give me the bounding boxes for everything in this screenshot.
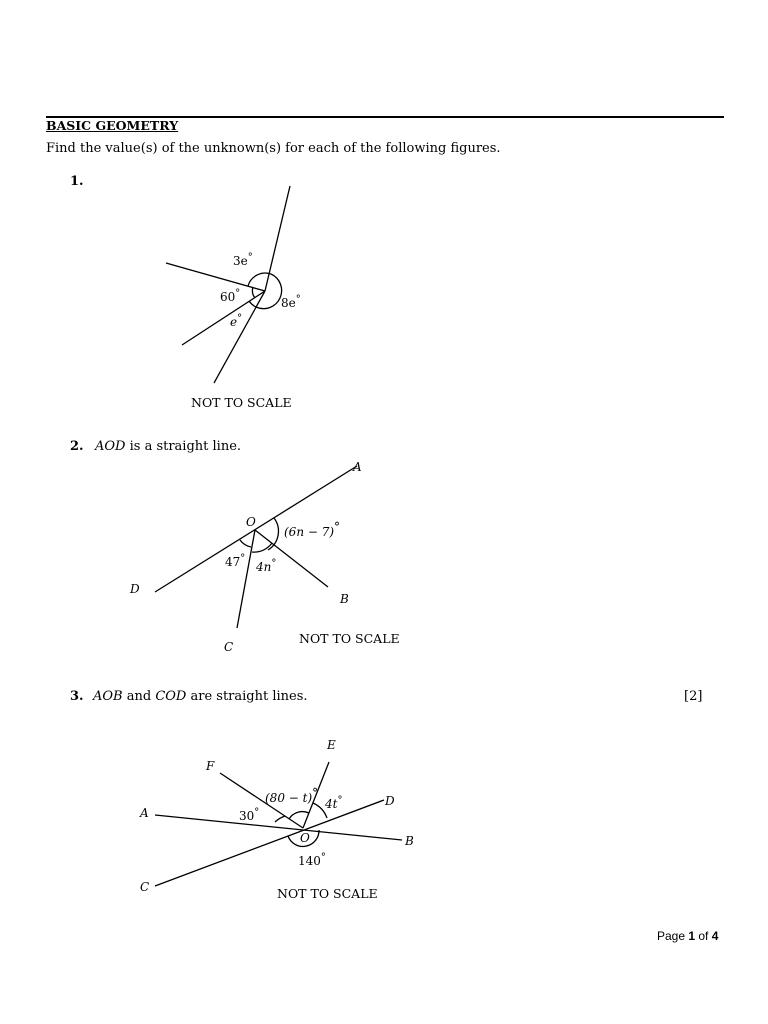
q2-figure (155, 466, 357, 628)
q3-arc-30 (275, 816, 285, 822)
q1-label-60: 60° (220, 288, 241, 304)
q2-label-47: 47° (225, 553, 246, 569)
q3-point-F: F (206, 759, 215, 773)
page-footer: Page 1 of 4 (657, 929, 719, 943)
q1-ray-bottom (214, 291, 265, 383)
q1-figure (166, 186, 290, 383)
q3-not-to-scale: NOT TO SCALE (277, 886, 378, 901)
q2-arc-4n (252, 543, 272, 552)
q3-point-A: A (140, 806, 149, 820)
q1-label-e: e° (230, 313, 243, 329)
q1-not-to-scale: NOT TO SCALE (191, 395, 292, 410)
q2-label-6n: (6n − 7)° (284, 520, 341, 539)
question-2-number: 2. (70, 439, 84, 454)
q3-arc-80t (289, 812, 309, 819)
section-heading: BASIC GEOMETRY (46, 118, 179, 133)
question-3-text: AOB and COD are straight lines. (93, 689, 308, 704)
q1-label-3e: 3e° (233, 252, 253, 268)
q3-label-30: 30° (239, 807, 260, 823)
question-1-number: 1. (70, 174, 84, 189)
q2-point-A: A (353, 460, 362, 474)
q2-arc-47 (240, 540, 251, 547)
q3-figure (155, 762, 402, 886)
question-3-number: 3. (70, 689, 84, 704)
q1-arc-e (249, 301, 256, 307)
q3-point-B: B (405, 834, 414, 848)
q2-point-C: C (224, 640, 234, 654)
question-3-marks: [2] (684, 689, 703, 704)
q1-label-8e: 8e° (281, 294, 301, 310)
q2-point-D: D (130, 582, 140, 596)
q3-label-140: 140° (298, 852, 326, 868)
q1-ray-top (265, 186, 290, 291)
q3-label-80t: (80 − t)° (265, 786, 319, 805)
q2-not-to-scale: NOT TO SCALE (299, 631, 400, 646)
q3-point-O: O (300, 831, 310, 845)
q3-point-C: C (140, 880, 150, 894)
question-2-text: AOD is a straight line. (95, 439, 242, 454)
q3-line-CD (155, 800, 384, 886)
instructions: Find the value(s) of the unknown(s) for each of the following figures. (46, 141, 501, 156)
q2-point-O: O (246, 515, 256, 529)
q2-label-4n: 4n° (256, 558, 277, 574)
q3-label-4t: 4t° (325, 795, 343, 811)
q2-point-B: B (340, 592, 349, 606)
q1-arc-8e (256, 274, 282, 309)
q3-point-D: D (385, 794, 395, 808)
q3-point-E: E (327, 738, 336, 752)
